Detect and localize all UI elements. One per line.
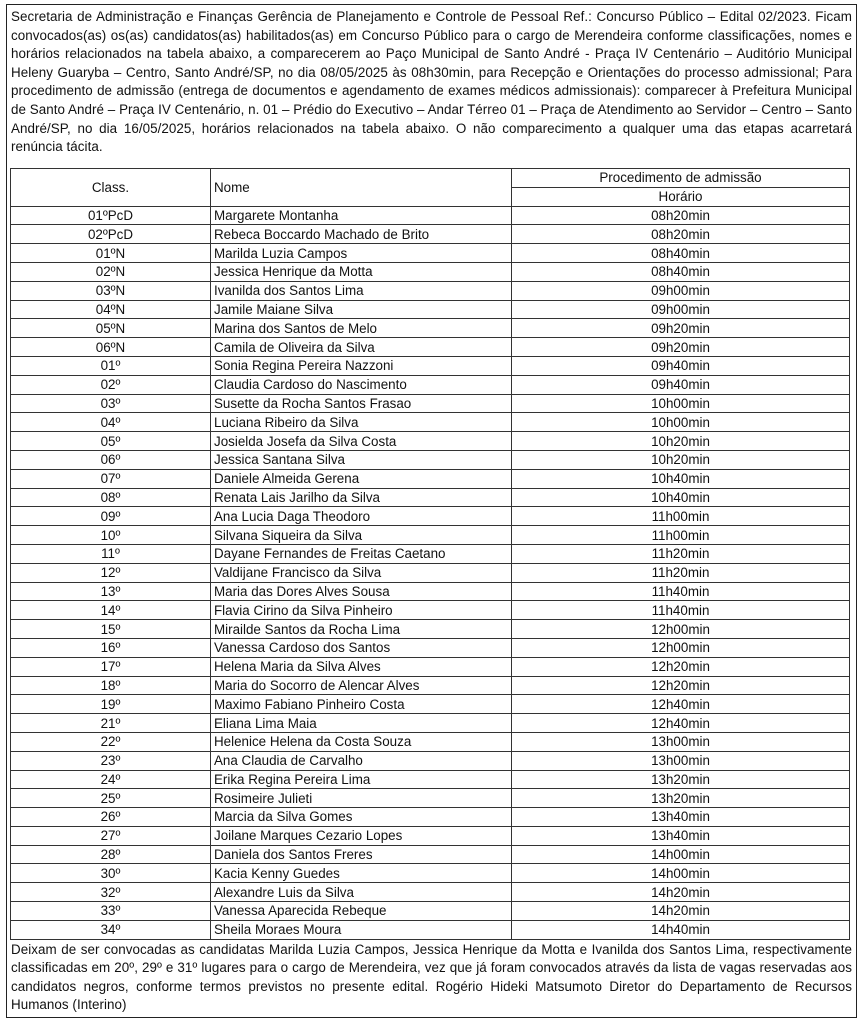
classification-cell: 03º (11, 394, 211, 413)
schedule-time-cell: 13h20min (512, 789, 850, 808)
schedule-time-cell: 09h00min (512, 281, 850, 300)
table-row (11, 544, 850, 563)
convocation-table (10, 168, 850, 940)
schedule-time-cell: 14h20min (512, 883, 850, 902)
candidate-name-cell: Maximo Fabiano Pinheiro Costa (211, 695, 512, 714)
candidate-name-cell: Sheila Moraes Moura (211, 920, 512, 939)
table-row (11, 770, 850, 789)
classification-cell: 06ºN (11, 338, 211, 357)
schedule-time-cell: 11h40min (512, 582, 850, 601)
candidate-name-cell: Susette da Rocha Santos Frasao (211, 394, 512, 413)
classification-cell: 14º (11, 601, 211, 620)
table-header-row (11, 169, 850, 188)
schedule-time-cell: 09h40min (512, 375, 850, 394)
table-row (11, 676, 850, 695)
candidate-name-cell: Sonia Regina Pereira Nazzoni (211, 356, 512, 375)
table-row (11, 507, 850, 526)
table-row (11, 244, 850, 263)
classification-cell: 21º (11, 714, 211, 733)
table-row (11, 394, 850, 413)
classification-cell: 01ºN (11, 244, 211, 263)
table-row (11, 732, 850, 751)
classification-cell: 11º (11, 544, 211, 563)
table-row (11, 375, 850, 394)
classification-cell: 33º (11, 902, 211, 921)
schedule-time-cell: 11h40min (512, 601, 850, 620)
classification-cell: 05º (11, 432, 211, 451)
table-row (11, 262, 850, 281)
table-row (11, 714, 850, 733)
classification-cell: 23º (11, 751, 211, 770)
closing-paragraph: Deixam de ser convocadas as candidatas Marilda Luzia Campos, Jessica Henrique da Motta e Ivanilda dos Santos Lima, respectivamente classificadas em 20º, 29º e 31º lugares para o cargo de Merendeira, vez que já foram convocados através da lista de vagas reservadas aos candidatos negros, conforme termos previstos no presente edital. Rogério Hideki Matsumoto Diretor do Departamento de Recursos Humanos (Interino) (11, 941, 852, 1013)
candidate-name-cell: Rebeca Boccardo Machado de Brito (211, 225, 512, 244)
candidate-name-cell: Ivanilda dos Santos Lima (211, 281, 512, 300)
classification-cell: 13º (11, 582, 211, 601)
table-row (11, 864, 850, 883)
candidate-name-cell: Jessica Henrique da Motta (211, 262, 512, 281)
classification-cell: 30º (11, 864, 211, 883)
schedule-time-cell: 10h20min (512, 432, 850, 451)
candidate-name-cell: Marina dos Santos de Melo (211, 319, 512, 338)
candidate-name-cell: Jessica Santana Silva (211, 450, 512, 469)
table-row (11, 526, 850, 545)
classification-cell: 25º (11, 789, 211, 808)
candidate-name-cell: Vanessa Aparecida Rebeque (211, 902, 512, 921)
schedule-time-cell: 11h00min (512, 526, 850, 545)
classification-cell: 16º (11, 638, 211, 657)
candidate-name-cell: Ana Claudia de Carvalho (211, 751, 512, 770)
candidate-name-cell: Margarete Montanha (211, 206, 512, 225)
column-header-class: Class. (11, 169, 211, 207)
candidate-name-cell: Joilane Marques Cezario Lopes (211, 826, 512, 845)
table-row (11, 845, 850, 864)
schedule-time-cell: 12h20min (512, 676, 850, 695)
classification-cell: 01º (11, 356, 211, 375)
table-row (11, 206, 850, 225)
table-row (11, 488, 850, 507)
schedule-time-cell: 10h40min (512, 469, 850, 488)
table-row (11, 883, 850, 902)
schedule-time-cell: 09h00min (512, 300, 850, 319)
schedule-time-cell: 14h40min (512, 920, 850, 939)
schedule-time-cell: 12h00min (512, 638, 850, 657)
classification-cell: 07º (11, 469, 211, 488)
table-row (11, 808, 850, 827)
candidate-name-cell: Helenice Helena da Costa Souza (211, 732, 512, 751)
classification-cell: 28º (11, 845, 211, 864)
schedule-time-cell: 13h00min (512, 732, 850, 751)
candidate-name-cell: Claudia Cardoso do Nascimento (211, 375, 512, 394)
classification-cell: 02º (11, 375, 211, 394)
table-row (11, 356, 850, 375)
schedule-time-cell: 08h20min (512, 225, 850, 244)
classification-cell: 03ºN (11, 281, 211, 300)
table-row (11, 469, 850, 488)
candidate-name-cell: Maria do Socorro de Alencar Alves (211, 676, 512, 695)
schedule-time-cell: 09h20min (512, 338, 850, 357)
table-row (11, 751, 850, 770)
schedule-time-cell: 12h40min (512, 695, 850, 714)
table-row (11, 563, 850, 582)
classification-cell: 17º (11, 657, 211, 676)
schedule-time-cell: 09h20min (512, 319, 850, 338)
table-row (11, 902, 850, 921)
candidate-name-cell: Flavia Cirino da Silva Pinheiro (211, 601, 512, 620)
table-row (11, 300, 850, 319)
schedule-time-cell: 12h20min (512, 657, 850, 676)
candidate-name-cell: Ana Lucia Daga Theodoro (211, 507, 512, 526)
candidate-name-cell: Helena Maria da Silva Alves (211, 657, 512, 676)
column-header-name: Nome (211, 169, 512, 207)
table-row (11, 432, 850, 451)
classification-cell: 10º (11, 526, 211, 545)
table-row (11, 450, 850, 469)
schedule-time-cell: 08h20min (512, 206, 850, 225)
table-row (11, 281, 850, 300)
schedule-time-cell: 11h20min (512, 563, 850, 582)
candidate-name-cell: Mirailde Santos da Rocha Lima (211, 620, 512, 639)
table-row (11, 695, 850, 714)
schedule-time-cell: 12h00min (512, 620, 850, 639)
schedule-time-cell: 10h20min (512, 450, 850, 469)
schedule-time-cell: 11h00min (512, 507, 850, 526)
candidate-name-cell: Valdijane Francisco da Silva (211, 563, 512, 582)
schedule-time-cell: 10h40min (512, 488, 850, 507)
schedule-time-cell: 14h00min (512, 864, 850, 883)
classification-cell: 34º (11, 920, 211, 939)
candidate-name-cell: Maria das Dores Alves Sousa (211, 582, 512, 601)
column-header-time: Horário (512, 187, 850, 206)
candidate-name-cell: Jamile Maiane Silva (211, 300, 512, 319)
schedule-time-cell: 13h20min (512, 770, 850, 789)
table-row (11, 319, 850, 338)
classification-cell: 12º (11, 563, 211, 582)
candidate-name-cell: Kacia Kenny Guedes (211, 864, 512, 883)
classification-cell: 01ºPcD (11, 206, 211, 225)
classification-cell: 08º (11, 488, 211, 507)
candidate-name-cell: Marilda Luzia Campos (211, 244, 512, 263)
classification-cell: 09º (11, 507, 211, 526)
classification-cell: 04º (11, 413, 211, 432)
classification-cell: 26º (11, 808, 211, 827)
table-row (11, 620, 850, 639)
classification-cell: 15º (11, 620, 211, 639)
table-body (11, 206, 850, 939)
schedule-time-cell: 13h40min (512, 808, 850, 827)
classification-cell: 24º (11, 770, 211, 789)
table-row (11, 789, 850, 808)
table-row (11, 225, 850, 244)
table-row (11, 338, 850, 357)
table-row (11, 582, 850, 601)
candidate-name-cell: Dayane Fernandes de Freitas Caetano (211, 544, 512, 563)
table-row (11, 601, 850, 620)
classification-cell: 02ºN (11, 262, 211, 281)
classification-cell: 27º (11, 826, 211, 845)
candidate-name-cell: Luciana Ribeiro da Silva (211, 413, 512, 432)
candidate-name-cell: Josielda Josefa da Silva Costa (211, 432, 512, 451)
schedule-time-cell: 13h00min (512, 751, 850, 770)
candidate-name-cell: Rosimeire Julieti (211, 789, 512, 808)
candidate-name-cell: Daniela dos Santos Freres (211, 845, 512, 864)
schedule-time-cell: 14h00min (512, 845, 850, 864)
schedule-time-cell: 12h40min (512, 714, 850, 733)
schedule-time-cell: 13h40min (512, 826, 850, 845)
classification-cell: 19º (11, 695, 211, 714)
intro-paragraph: Secretaria de Administração e Finanças Gerência de Planejamento e Controle de Pessoal Ref.: Concurso Público – Edital 02/2023. Ficam convocados(as) os(as) candidatos(as) habilitados(as) em Concurso Público para o cargo de Merendeira conforme classificações, nomes e horários relacionados na tabela abaixo, a comparecerem ao Paço Municipal de Santo André - Praça IV Centenário – Auditório Municipal Heleny Guaryba – Centro, Santo André/SP, no dia 08/05/2025 às 08h30min, para Recepção e Orientações do processo admissional; Para procedimento de admissão (entrega de documentos e agendamento de exames médicos admissionais): comparecer à Prefeitura Municipal de Santo André – Praça IV Centenário, n. 01 – Prédio do Executivo – Andar Térreo 01 – Praça de Atendimento ao Servidor – Centro – Santo André/SP, no dia 16/05/2025, horários relacionados na tabela abaixo. O não comparecimento a qualquer uma das etapas acarretará renúncia tácita. (11, 9, 852, 155)
column-header-procedure: Procedimento de admissão (512, 169, 850, 188)
schedule-time-cell: 10h00min (512, 413, 850, 432)
candidate-name-cell: Alexandre Luis da Silva (211, 883, 512, 902)
classification-cell: 32º (11, 883, 211, 902)
classification-cell: 05ºN (11, 319, 211, 338)
classification-cell: 18º (11, 676, 211, 695)
table-row (11, 413, 850, 432)
classification-cell: 06º (11, 450, 211, 469)
notice-frame (6, 4, 857, 1018)
candidate-name-cell: Camila de Oliveira da Silva (211, 338, 512, 357)
schedule-time-cell: 11h20min (512, 544, 850, 563)
candidate-name-cell: Silvana Siqueira da Silva (211, 526, 512, 545)
classification-cell: 04ºN (11, 300, 211, 319)
candidate-name-cell: Vanessa Cardoso dos Santos (211, 638, 512, 657)
table-row (11, 826, 850, 845)
schedule-time-cell: 08h40min (512, 244, 850, 263)
schedule-time-cell: 09h40min (512, 356, 850, 375)
schedule-time-cell: 10h00min (512, 394, 850, 413)
schedule-time-cell: 08h40min (512, 262, 850, 281)
candidate-name-cell: Erika Regina Pereira Lima (211, 770, 512, 789)
table-row (11, 920, 850, 939)
table-row (11, 638, 850, 657)
candidate-name-cell: Daniele Almeida Gerena (211, 469, 512, 488)
table-row (11, 657, 850, 676)
candidate-name-cell: Marcia da Silva Gomes (211, 808, 512, 827)
schedule-time-cell: 14h20min (512, 902, 850, 921)
classification-cell: 02ºPcD (11, 225, 211, 244)
classification-cell: 22º (11, 732, 211, 751)
candidate-name-cell: Renata Lais Jarilho da Silva (211, 488, 512, 507)
candidate-name-cell: Eliana Lima Maia (211, 714, 512, 733)
